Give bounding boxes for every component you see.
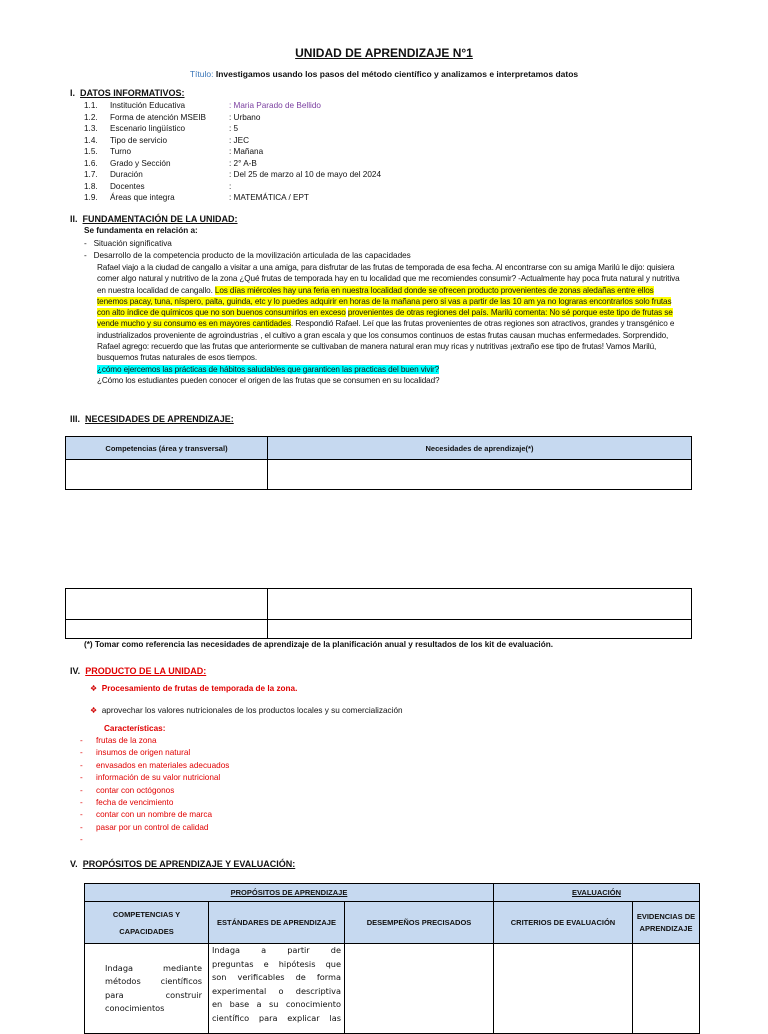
question-1 (97, 364, 699, 375)
dato-value: : Mañana (229, 147, 264, 156)
section-5-title: PROPÓSITOS DE APRENDIZAJE Y EVALUACIÓN: (82, 859, 296, 869)
dato-label: Áreas que integra (110, 193, 175, 202)
dato-label: Turno (110, 147, 132, 156)
dato-number: 1.8. (84, 181, 98, 191)
dato-number: 1.3. (84, 124, 98, 133)
caracteristica-item (80, 761, 380, 772)
para-line-2: comer algo natural y nutritivo de la zona ¿Qué frutas de temporada hay en tu localidad que me recomiendes consumir? -Actualmente hay poca fruta natural y nutritiva (97, 274, 680, 284)
section-5-number: V. (70, 859, 78, 869)
competencias-header (85, 902, 209, 944)
cell-line: Indaga a partir de (212, 945, 341, 955)
para-line-6 (97, 318, 699, 329)
necesidades-table-top (65, 436, 692, 490)
dato-value: : MATEMÁTICA / EPT (229, 193, 309, 202)
col-necesidades-header: Necesidades de aprendizaje(*) (268, 437, 692, 460)
evidencias-header-line-2: APRENDIZAJE (639, 923, 693, 933)
necesidades-note: (*) Tomar como referencia las necesidades de aprendizaje de la planificación anual y resultados de los kit de evaluación. (84, 640, 553, 649)
section-3-number: III. (70, 414, 81, 424)
dash-bullet: - (80, 785, 83, 795)
para-line-6a: vende mucho y su consumo es en mayores cantidades (97, 319, 291, 329)
caracteristica-item (80, 736, 380, 747)
para-line-5a: con alto índice de químicos que no son buenos consumirlos en exceso (97, 308, 346, 318)
dash-bullet: - (80, 835, 83, 845)
cell-line: en base a su conocimiento (212, 999, 341, 1009)
para-line-5 (97, 307, 699, 318)
dato-number: 1.6. (84, 158, 98, 168)
section-1-heading (70, 88, 185, 98)
para-line-5c: provenientes de otras regiones del país. Marilú comenta: No sé porque este tipo de frutas se (347, 308, 673, 318)
necesidades-cell (268, 589, 692, 620)
dato-row (84, 101, 484, 112)
dato-row (84, 170, 484, 181)
dash-bullet: - (80, 798, 83, 807)
dato-value: : Maria Parado de Bellido (229, 101, 321, 110)
cell-line: para construir (105, 989, 202, 1000)
dato-row (84, 182, 484, 193)
competencias-header-line-1: COMPETENCIAS Y (112, 909, 181, 919)
estandar-text (212, 944, 341, 1025)
para-line-3b: Los días miércoles hay una feria en nuestra localidad donde se ofrecen producto provenientes de zonas aledañas entre ellos (214, 285, 654, 295)
cell-line: Indaga mediante (105, 962, 202, 973)
section-3-title: NECESIDADES DE APRENDIZAJE: (85, 414, 234, 424)
criterio-cell (494, 944, 633, 1034)
diamond-bullet-icon: ❖ (90, 706, 98, 715)
para-line-8: Rafael agrego: recuerdo que las frutas que anteriormente se cultivaban de manera natural eran muy ricas y nutritivas ¡extraño ese tipo de frutas! Vamos Marilú, (97, 342, 657, 352)
caracteristica-item (80, 773, 380, 784)
dash-bullet: - (80, 760, 83, 770)
evidencia-cell (633, 944, 700, 1034)
section-4-number: IV. (70, 666, 81, 676)
competencias-header-line-2: CAPACIDADES (119, 926, 174, 936)
question-2: ¿Cómo los estudiantes pueden conocer el origen de las frutas que se consumen en su localidad? (97, 375, 440, 385)
bullet-desarrollo-text: Desarrollo de la competencia producto de la movilización articulada de las capacidades (93, 251, 411, 260)
dato-label: Escenario lingüístico (110, 124, 186, 133)
desempeno-cell (345, 944, 494, 1034)
dato-value: : Del 25 de marzo al 10 de mayo del 2024 (229, 170, 382, 179)
evaluacion-header: EVALUACIÓN (494, 884, 700, 902)
caracteristicas-title: Características: (104, 724, 166, 733)
dash-bullet: - (80, 736, 83, 745)
fundamenta-subtitle: Se fundamenta en relación a: (84, 226, 198, 235)
section-1-number: I. (70, 88, 76, 98)
unit-subtitle (0, 69, 768, 79)
evidencias-header-line-1: EVIDENCIAS DE (636, 911, 696, 921)
desempenos-header: DESEMPEÑOS PRECISADOS (345, 902, 494, 944)
dato-value: : 5 (229, 124, 239, 133)
cell-line: científico para explicar las (212, 1012, 341, 1023)
dato-number: 1.4. (84, 135, 98, 145)
para-line-1: Rafael viajo a la ciudad de cangallo a visitar a una amiga, para disfrutar de las frutas de temporada de esa fecha. Al encontrarse con su amiga Marilú le dijo: quisiera (97, 263, 675, 272)
subtitle-text: Investigamos usando los pasos del método científico y analizamos e interpretamos datos (215, 69, 579, 79)
dato-row (84, 113, 484, 124)
dato-value: : JEC (229, 135, 250, 145)
caracteristica-item (80, 835, 380, 846)
product-item-1 (90, 684, 297, 693)
product-item-2 (90, 706, 403, 715)
cell-line: experimental o descriptiva (212, 985, 341, 996)
para-line-6b: . Respondió Rafael. Leí que las frutas provenientes de otras regiones son atractivos, grandes y transgénico e (290, 319, 675, 329)
section-4-title: PRODUCTO DE LA UNIDAD: (85, 666, 207, 676)
col-competencias-header: Competencias (área y transversal) (66, 437, 268, 460)
dash-bullet: - (80, 810, 83, 820)
product-item-1-text: Procesamiento de frutas de temporada de la zona. (101, 684, 298, 693)
criterios-header: CRITERIOS DE EVALUACIÓN (494, 902, 633, 944)
section-2-number: II. (70, 214, 78, 224)
necesidades-cell (66, 620, 268, 639)
para-line-3a: en nuestra localidad de cangallo. (97, 285, 215, 295)
dato-row (84, 147, 484, 158)
dato-row (84, 193, 484, 204)
para-line-4-text: tenemos pacay, tuna, níspero, palta, guinda, etc y lo puedes adquirir en horas de la mañana pero si vas a partir de las 10 am ya no lograras encontrarlos solo frutas (97, 296, 672, 306)
dato-label: Duración (110, 170, 143, 179)
dato-row (84, 159, 484, 170)
cell-line: conocimientos (105, 1003, 165, 1013)
caracteristica-item (80, 786, 380, 797)
estandares-header: ESTÁNDARES DE APRENDIZAJE (209, 902, 345, 944)
dato-number: 1.7. (84, 170, 98, 179)
section-2-heading (70, 214, 238, 224)
product-item-2-text: aprovechar los valores nutricionales de los productos locales y su comercialización (101, 706, 403, 715)
dato-value: : Urbano (229, 112, 261, 122)
section-4-heading (70, 666, 206, 676)
necesidades-table-bottom (65, 588, 692, 639)
subtitle-label: Título: (189, 69, 214, 79)
necesidades-cell (66, 589, 268, 620)
dato-row (84, 124, 484, 135)
caracteristica-text: contar con octógonos (96, 785, 175, 795)
para-line-4 (97, 296, 699, 307)
dato-label: Institución Educativa (110, 101, 186, 110)
bullet-situacion-text: Situación significativa (93, 239, 172, 248)
caracteristica-item (80, 748, 380, 759)
dato-row (84, 136, 484, 147)
dato-label: Docentes (110, 181, 145, 191)
dato-label: Grado y Sección (110, 158, 171, 168)
unit-title: UNIDAD DE APRENDIZAJE N°1 (295, 46, 473, 60)
para-line-9: busquemos frutas naturales de esos tiempos. (97, 353, 258, 363)
caracteristica-text: insumos de origen natural (96, 748, 191, 758)
bullet-desarrollo: - Desarrollo de la competencia producto de la movilización articulada de las capacidades (84, 251, 411, 260)
propositos-header: PROPÓSITOS DE APRENDIZAJE (85, 884, 494, 902)
competencia-cell (85, 944, 209, 1034)
dato-value: : 2° A-B (229, 158, 257, 168)
caracteristica-text: pasar por un control de calidad (96, 822, 209, 832)
dato-label: Tipo de servicio (110, 135, 168, 145)
caracteristica-text: envasados en materiales adecuados (96, 760, 230, 770)
dash-bullet: - (80, 822, 83, 832)
dato-number: 1.2. (84, 112, 98, 122)
section-3-heading (70, 414, 234, 424)
necesidades-cell (268, 620, 692, 639)
caracteristica-text: fecha de vencimiento (96, 798, 174, 807)
dato-number: 1.9. (84, 193, 98, 202)
diamond-bullet-icon: ❖ (90, 684, 98, 693)
dash-bullet: - (80, 773, 83, 783)
propositos-table (84, 883, 700, 1034)
para-line-7: industrializados proveniente de agroindustrias , el cultivo a gran escala y que los consumos continuos de estas frutas causan muchas enfermedades. Sorprendido, (97, 330, 669, 340)
competencia-text (105, 962, 202, 1016)
caracteristica-item (80, 798, 380, 809)
question-1-text: ¿cómo ejercemos las prácticas de hábitos saludables que garanticen las practicas del buen vivir? (97, 364, 440, 374)
section-1-title: DATOS INFORMATIVOS: (80, 88, 185, 98)
bullet-situacion: - Situación significativa (84, 239, 172, 248)
section-5-heading (70, 859, 295, 869)
situacion-paragraph (97, 262, 699, 386)
cell-line: son verificables de forma (212, 972, 341, 982)
estandar-cell (209, 944, 345, 1034)
necesidades-cell (268, 460, 692, 490)
caracteristica-text: contar con un nombre de marca (96, 810, 213, 820)
dato-number: 1.5. (84, 147, 98, 156)
caracteristica-text: información de su valor nutricional (96, 773, 221, 783)
caracteristica-item (80, 823, 380, 834)
caracteristica-text: frutas de la zona (96, 736, 157, 745)
section-2-title: FUNDAMENTACIÓN DE LA UNIDAD: (82, 214, 238, 224)
caracteristica-item (80, 810, 380, 821)
dato-label: Forma de atención MSEIB (110, 112, 207, 122)
cell-line: preguntas e hipótesis que (212, 958, 341, 969)
evidencias-header (633, 902, 700, 944)
para-line-3 (97, 285, 699, 296)
dato-number: 1.1. (84, 101, 98, 110)
necesidades-cell (66, 460, 268, 490)
dato-value: : (229, 181, 232, 191)
dash-bullet: - (80, 748, 83, 758)
cell-line: métodos científicos (105, 976, 202, 986)
